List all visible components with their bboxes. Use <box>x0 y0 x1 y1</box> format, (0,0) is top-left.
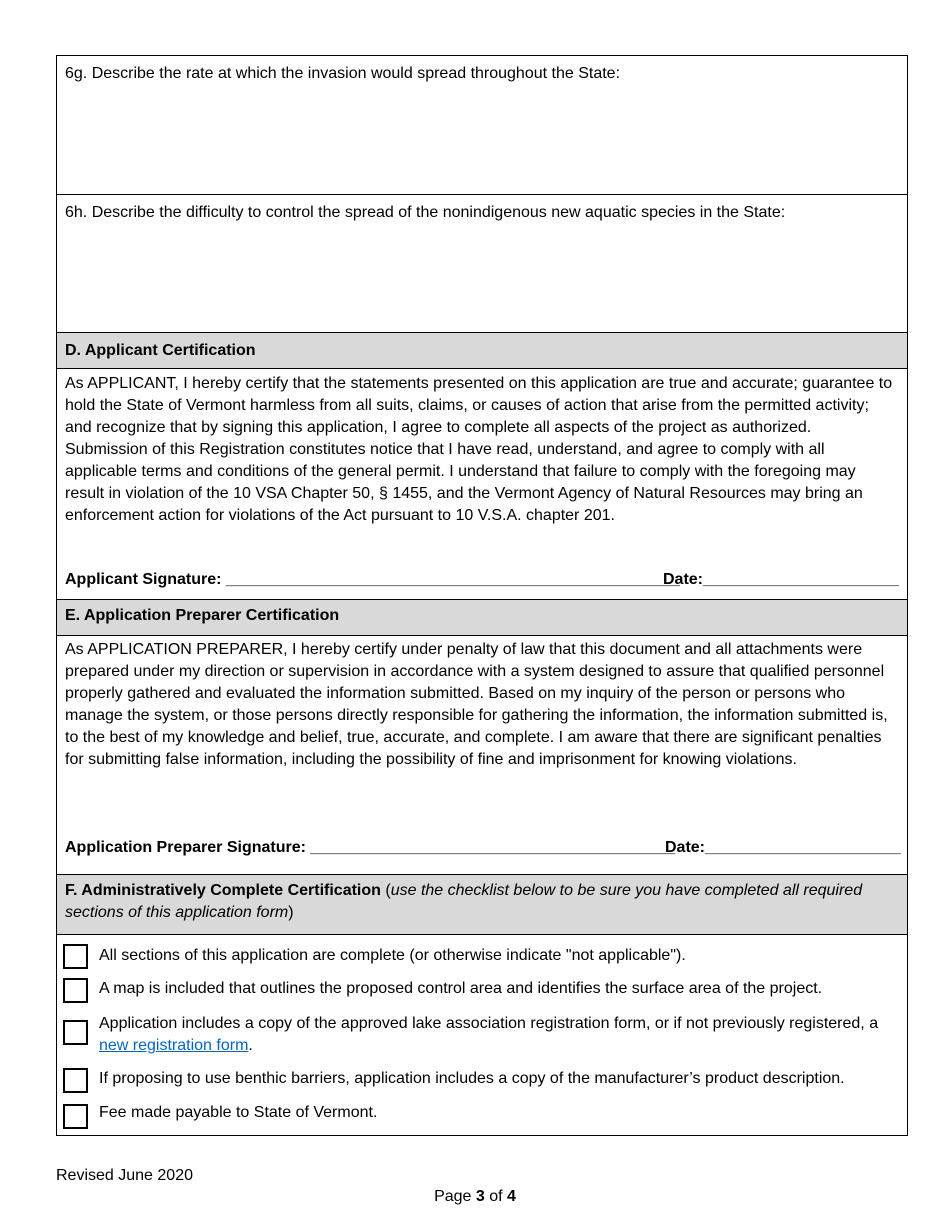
paren-open: ( <box>380 882 391 899</box>
section-d-heading: D. Applicant Certification <box>65 342 256 359</box>
section-e-body <box>57 636 907 875</box>
preparer-date-field[interactable]: Date:______________________ <box>665 839 901 856</box>
section-f-heading <box>65 880 893 924</box>
applicant-signature-field[interactable]: : ___________________________________________________ <box>216 571 680 588</box>
section-d-header <box>57 333 907 369</box>
revised-date: Revised June 2020 <box>56 1167 193 1184</box>
page-prefix: Page <box>434 1188 476 1205</box>
section-f-checklist <box>57 935 907 1135</box>
checklist-item-registration-form <box>99 1013 893 1057</box>
section-f-instruction: use the checklist below to be sure you have completed all required sections of this application form <box>65 882 863 921</box>
section-f-title: F. Administratively Complete Certification <box>65 882 381 899</box>
question-6g[interactable] <box>57 56 907 195</box>
question-6h[interactable] <box>57 195 907 333</box>
page-current: 3 <box>475 1188 485 1205</box>
registration-form-text: Application includes a copy of the approved lake association registration form, or if not previously registered, a <box>99 1015 879 1032</box>
new-registration-form-link[interactable]: new registration form <box>99 1037 249 1054</box>
application-form <box>56 55 908 1136</box>
page-number <box>0 1186 950 1208</box>
checklist-item-sections-complete: All sections of this application are complete (or otherwise indicate "not applicable"). <box>99 947 686 964</box>
applicant-certification-text: As APPLICANT, I hereby certify that the statements presented on this application are true and accurate; guarantee to hold the State of Vermont harmless from all suits, claims, or causes of action that arise from the permitted activity; and recognize that by signing this application, I agree to complete all aspects of the project as authorized. Submission of this Registration constitutes notice that I have read, understand, and agree to comply with all applicable terms and conditions of the general permit. I understand that failure to comply with the foregoing may result in violation of the 10 VSA Chapter 50, § 1455, and the Vermont Agency of Natural Resources may bring an enforcement action for violations of the Act pursuant to 10 V.S.A. chapter 201. <box>65 375 893 524</box>
page-total: 4 <box>507 1188 516 1205</box>
applicant-signature-label: Applicant Signature <box>65 571 217 588</box>
checklist-item-fee-payable: Fee made payable to State of Vermont. <box>99 1104 378 1121</box>
paren-close: ) <box>288 904 294 921</box>
section-d-body <box>57 369 907 600</box>
checkbox-sections-complete[interactable] <box>63 944 88 969</box>
preparer-signature-field[interactable]: Application Preparer Signature: _________________________________________ <box>65 839 676 856</box>
section-e-heading: E. Application Preparer Certification <box>65 607 340 624</box>
question-6h-prompt: 6h. Describe the difficulty to control the spread of the nonindigenous new aquatic species in the State: <box>65 204 786 221</box>
page-mid: of <box>484 1188 508 1205</box>
checklist-item-benthic-barriers: If proposing to use benthic barriers, application includes a copy of the manufacturer’s product description. <box>99 1070 845 1087</box>
section-e-header <box>57 600 907 636</box>
checkbox-benthic-barriers[interactable] <box>63 1068 88 1093</box>
checkbox-map-included[interactable] <box>63 978 88 1003</box>
applicant-signature-line[interactable] <box>65 571 680 589</box>
applicant-date-field[interactable]: Date:______________________ <box>663 571 899 588</box>
checkbox-fee-payable[interactable] <box>63 1104 88 1129</box>
checkbox-registration-form[interactable] <box>63 1020 88 1045</box>
preparer-certification-text: As APPLICATION PREPARER, I hereby certify under penalty of law that this document and all attachments were prepared under my direction or supervision in accordance with a system designed to assure that qualified personnel properly gathered and evaluated the information submitted. Based on my inquiry of the person or persons who manage the system, or those persons directly responsible for gathering the information, the information submitted is, to the best of my knowledge and belief, true, accurate, and complete. I am aware that there are significant penalties for submitting false information, including the possibility of fine and imprisonment for knowing violations. <box>65 641 888 768</box>
checklist-item-map-included: A map is included that outlines the proposed control area and identifies the surface area of the project. <box>99 980 823 997</box>
section-f-header <box>57 875 907 935</box>
registration-form-period: . <box>248 1037 253 1054</box>
question-6g-prompt: 6g. Describe the rate at which the invasion would spread throughout the State: <box>65 65 621 82</box>
